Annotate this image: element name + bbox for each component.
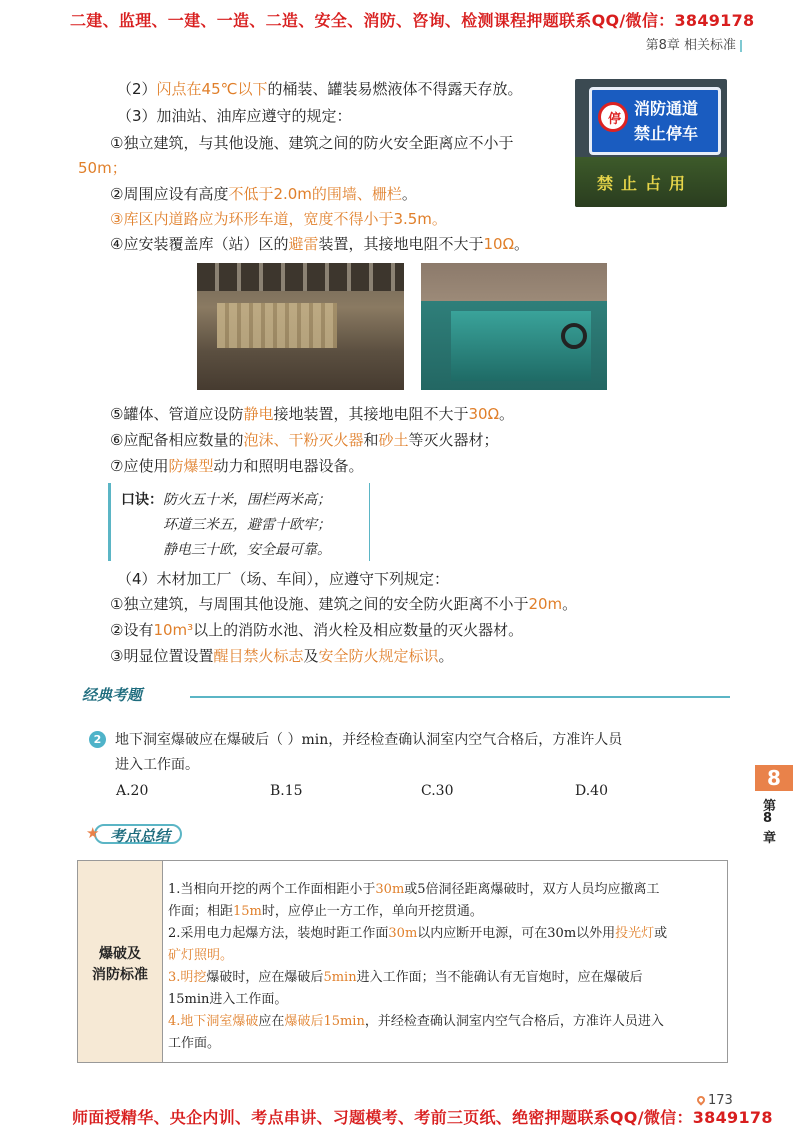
sign-line1: 消防通道 <box>634 99 699 118</box>
chapter-side-tab: 8 第 8 章 <box>755 765 793 845</box>
fire-water-pool-photo <box>421 263 607 390</box>
table-row: 作面；相距15m时，应停止一方工作，单向开挖贯通。 <box>168 904 483 919</box>
table-row: 矿灯照明。 <box>168 948 234 963</box>
classic-question-title: 经典考题 <box>76 686 148 704</box>
bottom-banner: 师面授精华、央企内训、考点串讲、习题模考、考前三页纸、绝密押题联系QQ/微信：3849178 <box>72 1108 773 1127</box>
chapter-header-text: 第8章 相关标准 <box>645 38 736 53</box>
text-line: ①独立建筑，与其他设施、建筑之间的防火安全距离应不小于 <box>110 134 514 152</box>
medal-icon: ★ <box>86 824 100 842</box>
text-line: ④应安装覆盖库（站）区的避雷装置，其接地电阻不大于10Ω。 <box>110 235 530 253</box>
option-a[interactable]: A.20 <box>116 783 149 799</box>
text-line: ①独立建筑，与周围其他设施、建筑之间的安全防火距离不小于20m。 <box>110 595 578 613</box>
table-row: 15min进入工作面。 <box>168 992 288 1007</box>
mnemonic-line2: 环道三米五，避雷十欧牢； <box>163 517 331 533</box>
text-line: （4）木材加工厂（场、车间），应遵守下列规定： <box>117 570 450 588</box>
wood-workshop-photo <box>197 263 404 390</box>
text-line: ⑦应使用防爆型动力和照明电器设备。 <box>110 457 364 475</box>
mnemonic-label: 口诀： <box>121 492 163 508</box>
summary-table <box>77 860 728 1063</box>
mnemonic-box <box>108 483 370 561</box>
question-number-badge: 2 <box>89 731 106 748</box>
text-line: ③明显位置设置醒目禁火标志及安全防火规定标识。 <box>110 647 454 665</box>
chapter-header <box>646 34 742 53</box>
table-row: 4.地下洞室爆破应在爆破后15min，并经检查确认洞室内空气合格后，方准许人员进入 <box>168 1014 664 1029</box>
option-d[interactable]: D.40 <box>575 783 608 799</box>
table-row: 2.采用电力起爆方法，装炮时距工作面30m以内应断开电源，可在30m以外用投光灯或 <box>168 926 668 941</box>
sign-ground-text: 禁止占用 <box>597 174 694 193</box>
summary-heading <box>86 823 182 845</box>
location-pin-icon <box>695 1094 706 1105</box>
no-parking-fire-lane-sign-photo <box>575 79 727 207</box>
text-line: 50m； <box>78 159 127 177</box>
text-line: ⑤罐体、管道应设防静电接地装置，其接地电阻不大于30Ω。 <box>110 405 515 423</box>
text-line: ②周围应设有高度不低于2.0m的围墙、栅栏。 <box>110 185 417 203</box>
table-row: 3.明挖爆破时，应在爆破后5min进入工作面；当不能确认有无盲炮时，应在爆破后 <box>168 970 643 985</box>
page-number: 173 <box>697 1093 733 1108</box>
chapter-tab-number: 8 <box>755 765 793 791</box>
text-line: （2）闪点在45℃以下的桶装、罐装易燃液体不得露天存放。 <box>117 80 523 98</box>
section-divider <box>190 696 730 698</box>
option-c[interactable]: C.30 <box>421 783 454 799</box>
sign-line2: 禁止停车 <box>634 124 699 143</box>
question-text-line2: 进入工作面。 <box>115 757 199 773</box>
question-text-line1: 地下洞室爆破应在爆破后（ ）min，并经检查确认洞室内空气合格后，方准许人员 <box>115 732 623 748</box>
mnemonic-line3: 静电三十欧，安全最可靠。 <box>163 542 331 558</box>
text-line: ⑥应配备相应数量的泡沫、干粉灭火器和砂土等灭火器材； <box>110 431 499 449</box>
top-banner: 二建、监理、一建、一造、二造、安全、消防、咨询、检测课程押题联系QQ/微信：3849178 <box>70 11 755 30</box>
no-parking-icon: 停 <box>598 102 628 132</box>
text-line: （3）加油站、油库应遵守的规定： <box>117 107 352 125</box>
table-row: 工作面。 <box>168 1036 221 1051</box>
valve-icon <box>561 323 587 349</box>
text-line: ②设有10m³以上的消防水池、消火栓及相应数量的灭火器材。 <box>110 621 524 639</box>
mnemonic-line1: 防火五十米，围栏两米高； <box>163 492 331 508</box>
text-line: ③库区内道路应为环形车道，宽度不得小于3.5m。 <box>110 210 447 228</box>
summary-title: 考点总结 <box>110 827 171 845</box>
table-row: 1.当相向开挖的两个工作面相距小于30m或5倍洞径距离爆破时，双方人员均应撤离工 <box>168 882 660 897</box>
classic-question-heading <box>76 684 148 705</box>
table-head-cell: 爆破及 消防标准 <box>78 861 163 1062</box>
option-b[interactable]: B.15 <box>270 783 303 799</box>
